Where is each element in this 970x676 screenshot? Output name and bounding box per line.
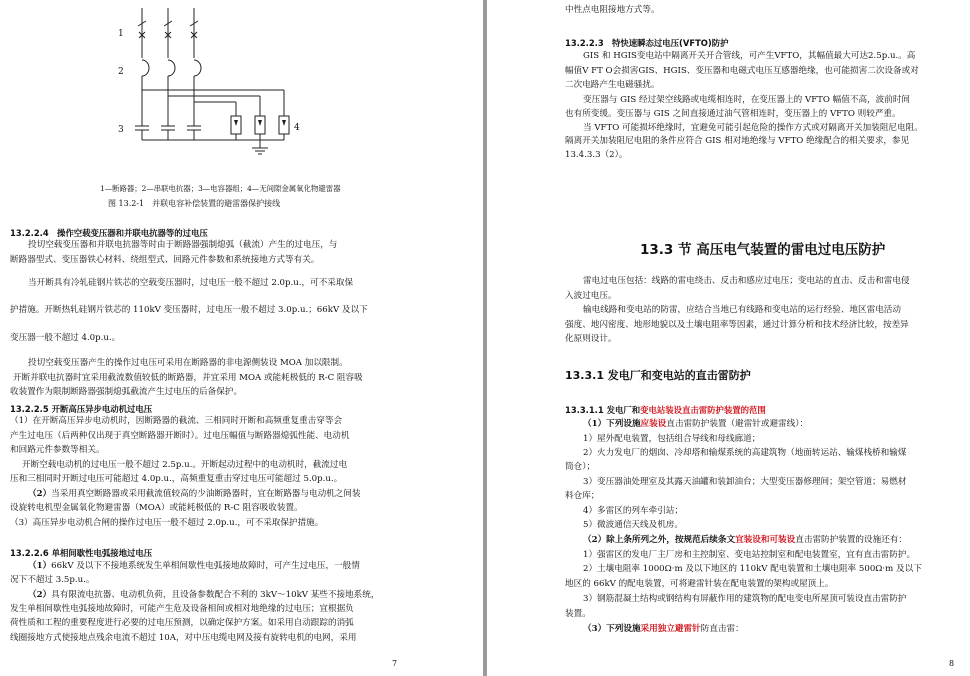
- list-item: 5）微波通信天线及机房。: [583, 520, 683, 530]
- page-number: 7: [392, 659, 398, 668]
- paragraph-line: （2）除上条所列之外，按规范后续条文宜装设和可装设直击雷防护装置的设施还有：: [583, 535, 907, 545]
- paragraph-line: 雷电过电压包括：线路的雷电绕击、反击和感应过电压；变电站的直击、反击和雷电侵: [583, 276, 910, 286]
- paragraph-line: （3）下列设施采用独立避雷针防直击雷：: [583, 624, 744, 634]
- item-number: （1）: [28, 561, 52, 571]
- paragraph-line: 当 VFTO 可能损坏绝缘时，宜避免可能引起危险的操作方式或对隔离开关加装阻尼电阻。: [583, 123, 923, 133]
- paragraph-line: 收装置作为限制断路器强制熄弧截流产生过电压的后备保护。: [10, 387, 243, 397]
- paragraph-line: 输电线路和变电站的防雷，应结合当地已有线路和变电站的运行经验、地区雷电活动: [583, 305, 901, 315]
- capacitor-protection-circuit-diagram: [110, 8, 300, 158]
- section-heading-13225: 13.2.2.5 开断高压异步电动机过电压: [10, 404, 153, 414]
- list-item: 3）变压器油处理室及其露天油罐和装卸油台；大型变压器修理间；架空管道；易燃材: [583, 477, 907, 487]
- section-heading-13226: 13.2.2.6 单相间歇性电弧接地过电压: [10, 548, 153, 558]
- paragraph-line: 化原则设计。: [565, 334, 617, 344]
- list-item: 2）土壤电阻率 1000Ω·m 及以下地区的 110kV 配电装置和土壤电阻率 500Ω·m 及以下: [583, 564, 922, 574]
- paragraph-line: 和回路元件参数等相关。: [10, 445, 105, 455]
- paragraph-line: 况下不超过 3.5p.u.。: [10, 575, 95, 585]
- list-item: 地区的 66kV 的配电装置，可将避雷针装在配电装置的架构或屋顶上。: [565, 579, 834, 589]
- paragraph-line: （2）具有限流电抗器、电动机负荷，且设备参数配合不利的 3kV～10kV 某些不接地系统，: [28, 590, 380, 600]
- page-number: 8: [949, 659, 955, 668]
- section-heading-1331: 13.3.1 发电厂和变电站的直击雷防护: [565, 369, 751, 382]
- paragraph-line: 发生单相间歇性电弧接地故障时，可能产生危及设备相间或相对地绝缘的过电压；宜根据负: [10, 604, 354, 614]
- right-page: [487, 0, 970, 676]
- list-item: 4）多雷区的列车牵引站；: [583, 506, 683, 516]
- paragraph-line: 入波过电压。: [565, 291, 617, 301]
- paragraph-line: 护措施。开断热轧硅钢片铁芯的 110kV 变压器时，过电压一般不超过 3.0p.u.；66kV 及以下: [10, 305, 368, 315]
- paragraph-line: （1）下列设施应装设直击雷防护装置（避雷针或避雷线）：: [583, 419, 809, 429]
- figure-caption: 图 13.2-1 并联电容补偿装置的避雷器保护接线: [108, 199, 281, 208]
- paragraph-line: 幅值V FT O会损害GIS、HGIS、变压器和电磁式电压互感器绝缘，也可能损害二次设备或对: [565, 66, 919, 76]
- paragraph-line: 荷性质和工程的重要程度进行必要的过电压预测，以确定保护方案。如采用自动跟踪的消弧: [10, 618, 354, 628]
- paragraph-line: 强度、地闪密度、地形地貌以及土壤电阻率等因素，通过计算分析和技术经济比较，按差异: [565, 320, 909, 330]
- section-title: 13.3 节 高压电气装置的雷电过电压防护: [640, 242, 886, 258]
- left-page: [0, 0, 483, 676]
- highlight-text: 变电站装设直击雷防护装置的范围: [640, 405, 766, 415]
- section-heading-13223: 13.2.2.3 特快速瞬态过电压(VFTO)防护: [565, 38, 729, 48]
- list-item: 1）强雷区的发电厂主厂房和主控制室、变电站控制室和配电装置室，宜有直击雷防护。: [583, 550, 916, 560]
- paragraph-line: 中性点电阻接地方式等。: [565, 5, 660, 15]
- paragraph-line: 线圈接地方式使接地点残余电流不超过 10A，对中压电缆电网及接有旋转电机的电网，采用: [10, 633, 357, 643]
- paragraph-line: 压和三相同时开断过电压可能超过 4.0p.u.，高频重复重击穿过电压可能超过 5.0p.u.。: [10, 474, 343, 484]
- paragraph-line: 变压器一般不超过 4.0p.u.。: [10, 333, 121, 343]
- paragraph-line: 13.4.3.3（2）。: [565, 150, 628, 160]
- paragraph-line: （2）当采用真空断路器或采用截流值较高的少油断路器时，宜在断路器与电动机之间装: [28, 489, 361, 499]
- paragraph-line: 产生过电压（后两种仅出现于真空断路器开断时）。过电压幅值与断路器熄弧性能、电动机: [10, 431, 350, 441]
- paragraph-line: （3）高压异步电动机合闸的操作过电压一般不超过 2.0p.u.，可不采取保护措施。: [10, 518, 324, 528]
- paragraph-line: （1）在开断高压异步电动机时，因断路器的截流、三相同时开断和高频重复重击穿等会: [10, 416, 343, 426]
- list-item: 装置。: [565, 609, 591, 619]
- highlight-text: 宜装设和可装设: [735, 535, 796, 545]
- item-number: （2）: [28, 590, 52, 600]
- figure-label-4: 4: [294, 123, 300, 133]
- item-number: （2）: [28, 489, 52, 499]
- list-item: 料仓库；: [565, 491, 600, 501]
- highlight-text: 采用独立避雷针: [640, 624, 701, 634]
- paragraph-line: 当开断具有冷轧硅钢片铁芯的空载变压器时，过电压一般不超过 2.0p.u.，可不采取保: [28, 278, 354, 288]
- highlight-text: 应装设: [640, 419, 667, 429]
- figure-label-3: 3: [118, 125, 124, 135]
- list-item: 筒仓）；: [565, 462, 596, 472]
- paragraph-line: 也有所变缓。变压器与 GIS 之间直接通过油气管相连时，变压器上的 VFTO 则较严重。: [565, 109, 901, 119]
- section-heading-13224: 13.2.2.4 操作空载变压器和并联电抗器等的过电压: [10, 228, 208, 238]
- paragraph-line: 二次电路产生电磁骚扰。: [565, 80, 660, 90]
- paragraph-line: 设旋转电机型金属氧化物避雷器（MOA）或能耗极低的 R-C 阻容吸收装置。: [10, 503, 303, 513]
- paragraph-line: 开断空载电动机的过电压一般不超过 2.5p.u.。开断起动过程中的电动机时，截流过电: [22, 460, 348, 470]
- paragraph-line: 投切空载变压器产生的操作过电压可采用在断路器的非电源侧装设 MOA 加以限制。: [28, 358, 348, 368]
- paragraph-line: （1）66kV 及以下不接地系统发生单相间歇性电弧接地故障时，可产生过电压，一般情: [28, 561, 360, 571]
- paragraph-line: 隔离开关加装阻尼电阻的条件应符合 GIS 相对地绝缘与 VFTO 绝缘配合的相关要求，参见: [565, 136, 910, 146]
- paragraph-line: 开断并联电抗器时宜采用截流数值较低的断路器，并宜采用 MOA 或能耗极低的 R-C 阻容吸: [13, 373, 363, 383]
- paragraph-line: GIS 和 HGIS变电站中隔离开关开合管线，可产生VFTO，其幅值最大可达2.5p.u.。高: [583, 51, 916, 61]
- figure-label-2: 2: [118, 67, 124, 77]
- section-heading-13311: 13.3.1.1 发电厂和变电站装设直击雷防护装置的范围: [565, 405, 766, 415]
- paragraph-line: 变压器与 GIS 经过架空线路或电缆相连时，在变压器上的 VFTO 幅值不高，波前时间: [583, 95, 911, 105]
- list-item: 1）屋外配电装置，包括组合导线和母线廊道；: [583, 434, 761, 444]
- paragraph-line: 断路器型式、变压器铁心材料、绕组型式、回路元件参数和系统接地方式等有关。: [10, 255, 320, 265]
- list-item: 2）火力发电厂的烟囱、冷却塔和输煤系统的高建筑物（地面转运站、输煤栈桥和输煤: [583, 448, 907, 458]
- list-item: 3）钢筋混凝土结构或钢结构有屏蔽作用的建筑物的配电变电所屋顶可装设直击雷防护: [583, 594, 907, 604]
- paragraph-line: 投切空载变压器和并联电抗器等时由于断路器强制熄弧（截流）产生的过电压，与: [28, 240, 338, 250]
- figure-legend: 1—断路器；2—串联电抗器；3—电容器组；4—无间隙金属氧化物避雷器: [100, 184, 341, 193]
- figure-label-1: 1: [118, 29, 124, 39]
